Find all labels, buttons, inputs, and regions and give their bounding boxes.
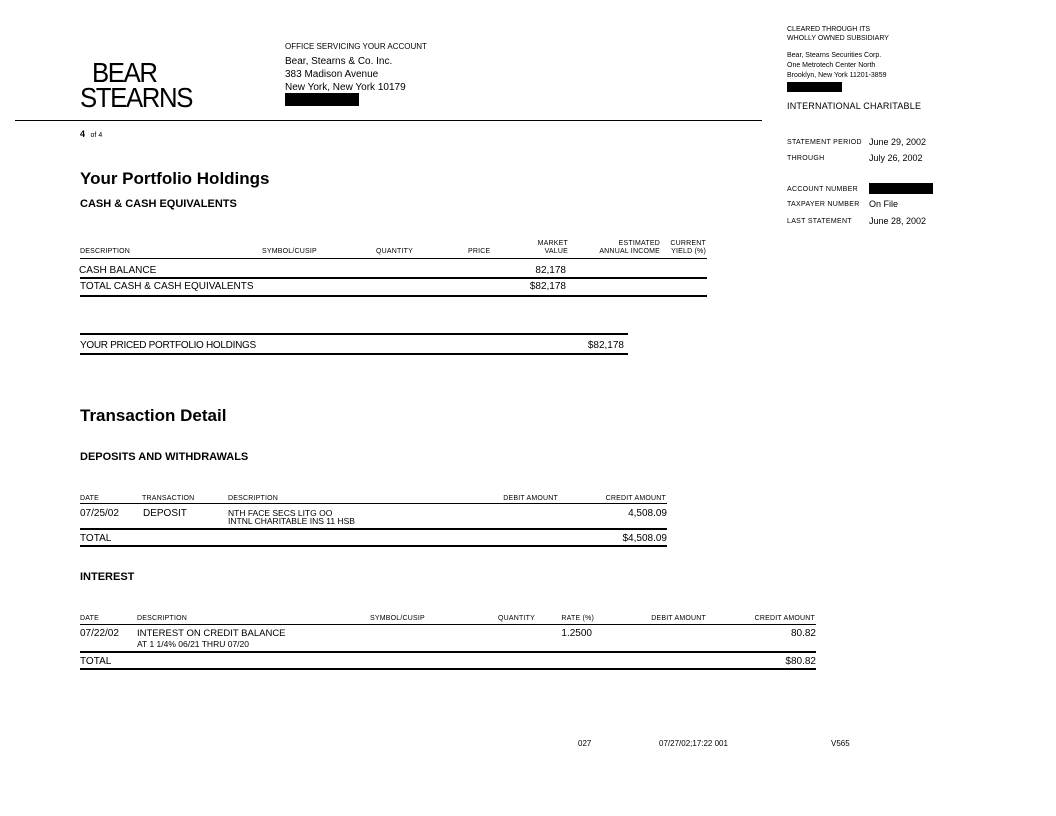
clearing-name: Bear, Stearns Securities Corp.	[787, 52, 882, 59]
interest-rate: 1.2500	[561, 628, 592, 639]
page-current: 4	[80, 129, 86, 139]
redacted-clearing-phone	[787, 82, 842, 92]
statement-period-label: STATEMENT PERIOD	[787, 139, 862, 146]
col-annual-income	[590, 240, 660, 256]
priced-holdings-label: YOUR PRICED PORTFOLIO HOLDINGS	[80, 340, 256, 351]
taxpayer-value: On File	[869, 199, 899, 209]
deposit-desc-line-1: NTH FACE SECS LITG OO	[228, 508, 333, 518]
interest-row-rule	[80, 651, 816, 653]
col-price: PRICE	[468, 248, 491, 255]
int-col-quantity: QUANTITY	[498, 615, 535, 622]
priced-bottom-rule	[80, 353, 628, 355]
interest-total-value: $80.82	[785, 656, 816, 667]
dep-col-description: DESCRIPTION	[228, 495, 279, 502]
col-current-yield	[660, 240, 706, 256]
col-market-line-2: VALUE	[544, 248, 568, 255]
clearing-block	[787, 25, 889, 81]
deposit-type: DEPOSIT	[143, 508, 187, 519]
deposits-section-title: DEPOSITS AND WITHDRAWALS	[80, 451, 249, 463]
col-yield-line-2: YIELD (%)	[671, 248, 706, 255]
deposit-credit: 4,508.09	[628, 508, 667, 519]
interest-desc-line-1: INTEREST ON CREDIT BALANCE	[137, 628, 286, 639]
interest-header-rule	[80, 624, 816, 625]
account-number-label: ACCOUNT NUMBER	[787, 186, 858, 193]
footer-code-3: V565	[831, 739, 850, 748]
col-income-line-1: ESTIMATED	[618, 240, 660, 247]
priced-holdings-value: $82,178	[587, 340, 624, 351]
col-market-line-1: MARKET	[537, 240, 568, 247]
cash-total-value: $82,178	[529, 281, 566, 292]
deposits-header-rule	[80, 503, 667, 504]
through-value: July 26, 2002	[869, 153, 923, 163]
col-market-value	[508, 240, 568, 256]
bear-stearns-logo	[80, 57, 193, 113]
dep-col-date: DATE	[80, 495, 99, 502]
cash-total-rule	[80, 295, 707, 297]
header-rule	[15, 120, 762, 121]
office-block	[285, 43, 427, 94]
page-number	[80, 129, 102, 139]
logo-line-2: STEARNS	[80, 82, 193, 113]
dep-col-debit: DEBIT AMOUNT	[503, 495, 558, 502]
dep-col-credit: CREDIT AMOUNT	[605, 495, 666, 502]
col-quantity: QUANTITY	[376, 248, 413, 255]
deposits-total-rule	[80, 545, 667, 547]
office-address: 383 Madison Avenue	[285, 69, 379, 80]
deposit-desc-line-2: INTNL CHARITABLE INS 11 HSB	[228, 516, 355, 526]
interest-total-rule	[80, 668, 816, 670]
col-yield-line-1: CURRENT	[670, 240, 706, 247]
clearing-line-1: CLEARED THROUGH ITS	[787, 26, 871, 33]
deposit-description	[228, 509, 355, 525]
last-statement-value: June 28, 2002	[869, 216, 927, 226]
cash-section-title: CASH & CASH EQUIVALENTS	[80, 198, 237, 210]
cash-balance-label: CASH BALANCE	[79, 265, 157, 276]
deposit-date: 07/25/02	[80, 508, 119, 519]
logo-line-1: BEAR	[91, 57, 157, 88]
int-col-debit: DEBIT AMOUNT	[651, 615, 706, 622]
statement-period-value: June 29, 2002	[869, 137, 927, 147]
office-name: Bear, Stearns & Co. Inc.	[285, 56, 393, 67]
interest-section-title: INTEREST	[80, 571, 135, 583]
cash-row-rule	[80, 277, 707, 279]
priced-top-rule	[80, 333, 628, 335]
int-col-rate: RATE (%)	[561, 615, 594, 622]
redacted-account-number	[869, 183, 933, 194]
deposits-total-value: $4,508.09	[622, 533, 667, 544]
deposits-row-rule	[80, 528, 667, 530]
interest-description	[137, 628, 286, 650]
cash-total-label: TOTAL CASH & CASH EQUIVALENTS	[80, 281, 254, 292]
clearing-address: One Metrotech Center North	[787, 62, 876, 69]
dep-col-transaction: TRANSACTION	[142, 495, 195, 502]
clearing-city: Brooklyn, New York 11201-3859	[787, 72, 887, 79]
col-symbol: SYMBOL/CUSIP	[262, 248, 317, 255]
col-income-line-2: ANNUAL INCOME	[599, 248, 660, 255]
office-city: New York, New York 10179	[285, 82, 406, 93]
last-statement-label: LAST STATEMENT	[787, 218, 852, 225]
account-name: INTERNATIONAL CHARITABLE	[787, 101, 922, 111]
int-col-credit: CREDIT AMOUNT	[754, 615, 815, 622]
redacted-phone	[285, 93, 359, 106]
cash-balance-value: 82,178	[535, 265, 566, 276]
footer-code-2: 07/27/02;17:22 001	[659, 739, 728, 748]
footer-code-1: 027	[578, 739, 592, 748]
portfolio-title: Your Portfolio Holdings	[80, 169, 270, 188]
transaction-title: Transaction Detail	[80, 406, 227, 425]
int-col-symbol: SYMBOL/CUSIP	[370, 615, 425, 622]
int-col-description: DESCRIPTION	[137, 615, 188, 622]
interest-credit: 80.82	[790, 628, 816, 639]
col-description: DESCRIPTION	[80, 248, 131, 255]
cash-header-rule	[80, 258, 707, 259]
interest-date: 07/22/02	[80, 628, 119, 639]
int-col-date: DATE	[80, 615, 99, 622]
taxpayer-label: TAXPAYER NUMBER	[787, 201, 860, 208]
deposits-total-label: TOTAL	[80, 533, 112, 544]
page-total: of 4	[90, 132, 103, 139]
clearing-line-2: WHOLLY OWNED SUBSIDIARY	[787, 35, 889, 42]
office-heading: OFFICE SERVICING YOUR ACCOUNT	[285, 42, 427, 51]
interest-total-label: TOTAL	[80, 656, 112, 667]
through-label: THROUGH	[787, 155, 825, 162]
interest-desc-line-2: AT 1 1/4% 06/21 THRU 07/20	[137, 639, 249, 649]
